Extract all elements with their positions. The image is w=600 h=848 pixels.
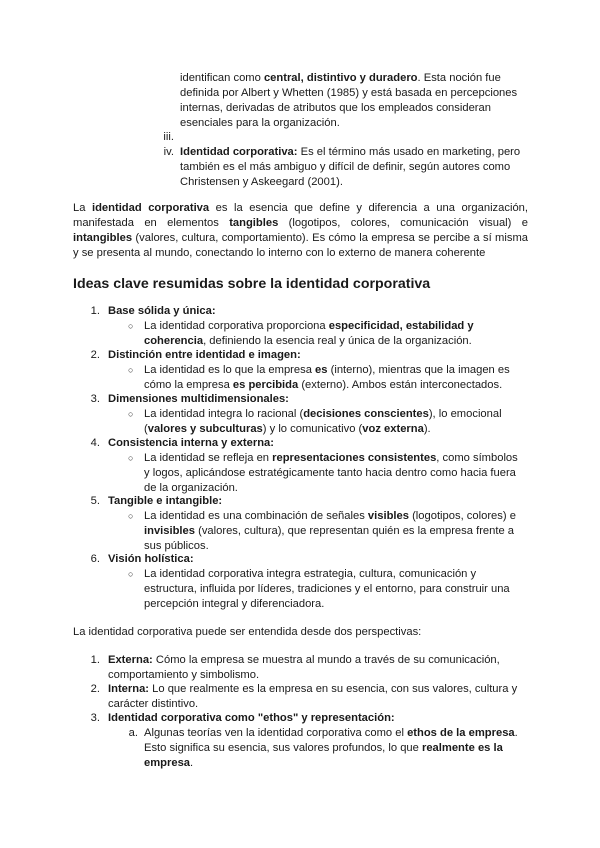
key-idea-number: 1. <box>90 305 100 317</box>
bullet-circle: ○ <box>128 569 134 579</box>
sub-item-a: Algunas teorías ven la identidad corporativa como el ethos de la empresa. Esto significa su esencia, sus valores profundos, lo que realmente es la empresa. <box>144 727 518 769</box>
roman-marker-iii: iii. <box>163 131 174 143</box>
key-idea-detail: La identidad corporativa proporciona especificidad, estabilidad y coherencia, definiendo la esencia real y única de la organización. <box>144 320 474 347</box>
perspective-number: 1. <box>90 654 100 666</box>
key-idea-detail: La identidad es una combinación de señales visibles (logotipos, colores) e invisibles (valores, cultura), que representan quién es la empresa frente a sus públicos. <box>144 510 516 552</box>
key-idea-title: Distinción entre identidad e imagen: <box>108 349 301 361</box>
bullet-circle: ○ <box>128 365 134 375</box>
key-idea-number: 3. <box>90 393 100 405</box>
key-idea-detail: La identidad integra lo racional (decisiones conscientes), lo emocional (valores y subculturas) y lo comunicativo (voz externa). <box>144 408 502 435</box>
perspective-item: Interna: Lo que realmente es la empresa en su esencia, con sus valores, cultura y carácter distintivo. <box>108 683 518 710</box>
intro-paragraph: La identidad corporativa es la esencia que define y diferencia a una organización, manifestada en elementos tangibles (logotipos, colores, comunicación visual) e intangibles (valores, cultura, comportamiento). Es cómo la empresa se percibe a sí misma y se presenta al mundo, conectando lo interno con lo externo de manera coherente <box>73 202 529 259</box>
key-idea-title: Visión holística: <box>108 553 194 565</box>
key-idea-detail: La identidad es lo que la empresa es (interno), mientras que la imagen es cómo la empresa es percibida (externo). Ambos están interconectados. <box>144 364 510 391</box>
key-idea-detail: La identidad corporativa integra estrategia, cultura, comunicación y estructura, influida por líderes, tradiciones y el entorno, para construir una percepción integral y diferenciadora. <box>144 568 510 610</box>
perspectives-intro: La identidad corporativa puede ser entendida desde dos perspectivas: <box>73 626 422 638</box>
key-idea-detail: La identidad se refleja en representaciones consistentes, como símbolos y logos, aplicándose estratégicamente tanto hacia dentro como hacia fuera de la organización. <box>144 452 518 494</box>
bullet-circle: ○ <box>128 321 134 331</box>
key-idea-title: Dimensiones multidimensionales: <box>108 393 289 405</box>
key-idea-number: 6. <box>90 553 100 565</box>
key-idea-number: 4. <box>90 437 100 449</box>
perspective-number: 2. <box>90 683 100 695</box>
key-idea-title: Consistencia interna y externa: <box>108 437 275 449</box>
key-idea-title: Base sólida y única: <box>108 305 216 317</box>
sub-item-marker: a. <box>128 727 138 739</box>
bullet-circle: ○ <box>128 409 134 419</box>
roman-item-iv: Identidad corporativa: Es el término más usado en marketing, pero también es el más ambiguo y difícil de definir, según autores como Christensen y Askeegard (2001). <box>180 146 521 188</box>
roman-marker-iv: iv. <box>163 146 174 158</box>
perspective-item: Externa: Cómo la empresa se muestra al mundo a través de su comunicación, comportamiento y simbolismo. <box>108 654 500 681</box>
perspective-number: 3. <box>90 712 100 724</box>
key-idea-number: 5. <box>90 495 100 507</box>
bullet-circle: ○ <box>128 511 134 521</box>
perspective-item: Identidad corporativa como "ethos" y representación: <box>108 712 395 724</box>
key-idea-title: Tangible e intangible: <box>108 495 223 507</box>
bullet-circle: ○ <box>128 453 134 463</box>
section-heading: Ideas clave resumidas sobre la identidad corporativa <box>73 276 431 292</box>
key-idea-number: 2. <box>90 349 100 361</box>
roman-item-continuation: identifican como central, distintivo y duradero. Esta noción fue definida por Albert y Whetten (1985) y está basada en percepciones internas, derivadas de atributos que los empleados consideran esenciales para la organización. <box>180 72 518 129</box>
